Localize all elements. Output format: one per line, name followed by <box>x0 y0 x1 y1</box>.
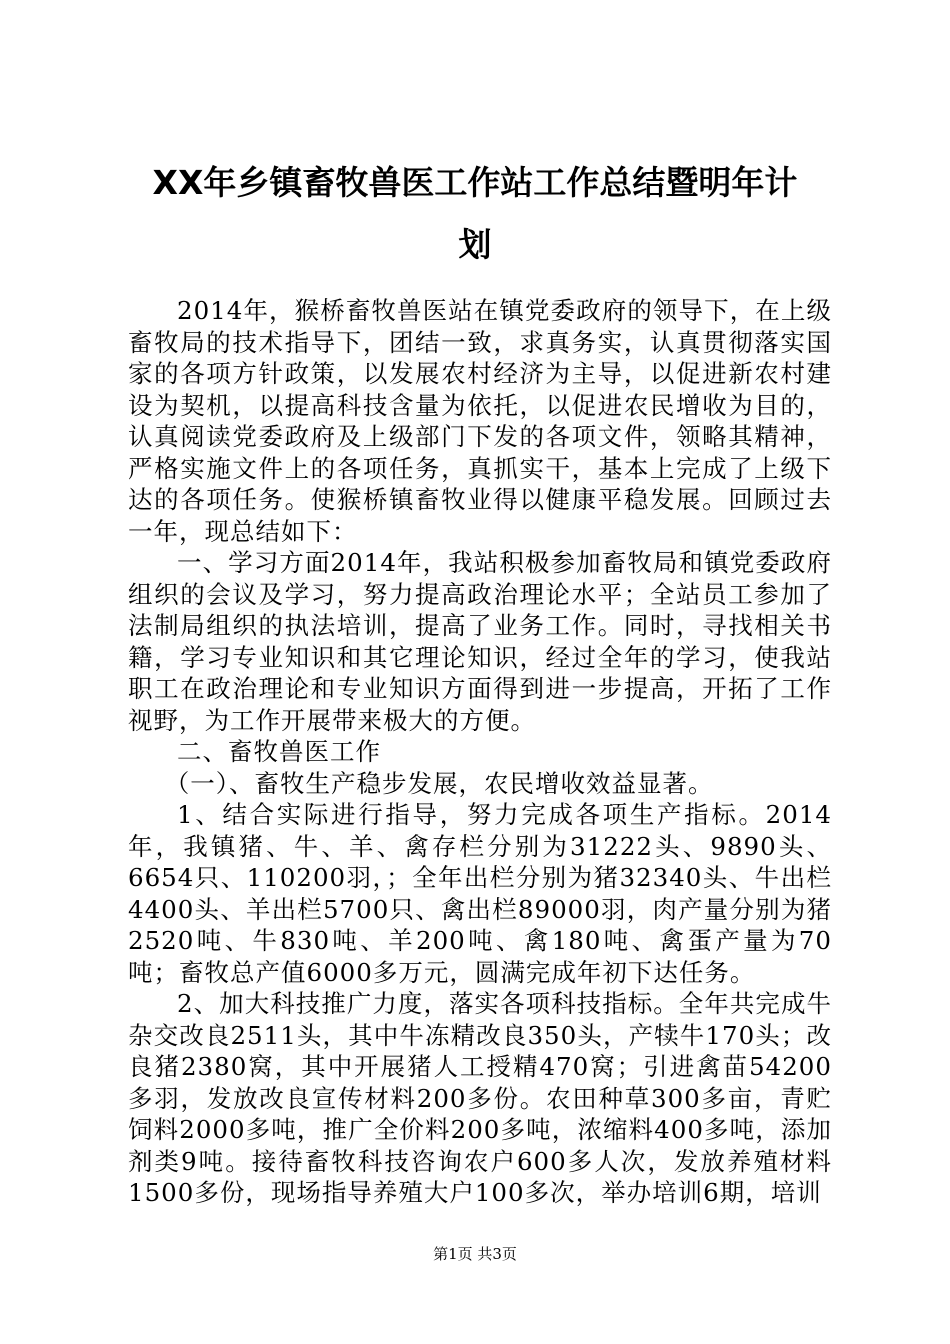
document-title <box>120 152 830 276</box>
subsection-heading-production: （一）、畜牧生产稳步发展，农民增收效益显著。 <box>164 768 714 798</box>
paragraph-intro: 2014年，猴桥畜牧兽医站在镇党委政府的领导下，在上级畜牧局的技术指导下，团结一致，求真务实，认真贯彻落实国家的各项方针政策，以发展农村经济为主导，以促进新农村建设为契机，以提高科技含量为依托，以促进农民增收为目的，认真阅读党委政府及上级部门下发的各项文件，领略其精神，严格实施文件上的各项任务，真抓实干，基本上完成了上级下达的各项任务。使猴桥镇畜牧业得以健康平稳发展。回顾过去一年，现总结如下： <box>128 296 832 546</box>
page-footer: 第1页 共3页 <box>433 1245 517 1263</box>
title-line-2: 划 <box>458 225 492 264</box>
document-body <box>128 295 832 1209</box>
section-heading-livestock: 二、畜牧兽医工作 <box>177 737 381 766</box>
paragraph-study: 一、学习方面2014年，我站积极参加畜牧局和镇党委政府组织的会议及学习，努力提高政治理论水平；全站员工参加了法制局组织的执法培训，提高了业务工作。同时，寻找相关书籍，学习专业知识和其它理论知识，经过全年的学习，使我站职工在政治理论和专业知识方面得到进一步提高，开拓了工作视野，为工作开展带来极大的方便。 <box>128 548 832 735</box>
title-line-1: XX年乡镇畜牧兽医工作站工作总结暨明年计 <box>152 163 798 202</box>
paragraph-production-targets: 1、结合实际进行指导，努力完成各项生产指标。2014年，我镇猪、牛、羊、禽存栏分别为31222头、9890头、6654只、110200羽，；全年出栏分别为猪32340头、牛出栏4400头、羊出栏5700只、禽出栏89000羽，肉产量分别为猪2520吨、牛830吨、羊200吨、禽180吨、禽蛋产量为70吨；畜牧总产值6000多万元，圆满完成年初下达任务。 <box>128 800 832 987</box>
paragraph-technology-promotion: 2、加大科技推广力度，落实各项科技指标。全年共完成牛杂交改良2511头，其中牛冻精改良350头，产犊牛170头；改良猪2380窝，其中开展猪人工授精470窝；引进禽苗54200多羽，发放改良宣传材料200多份。农田种草300多亩，青贮饲料2000多吨，推广全价料200多吨，浓缩料400多吨，添加剂类9吨。接待畜牧科技咨询农户600多人次，发放养殖材料1500多份，现场指导养殖大户100多次，举办培训6期，培训 <box>128 989 832 1207</box>
